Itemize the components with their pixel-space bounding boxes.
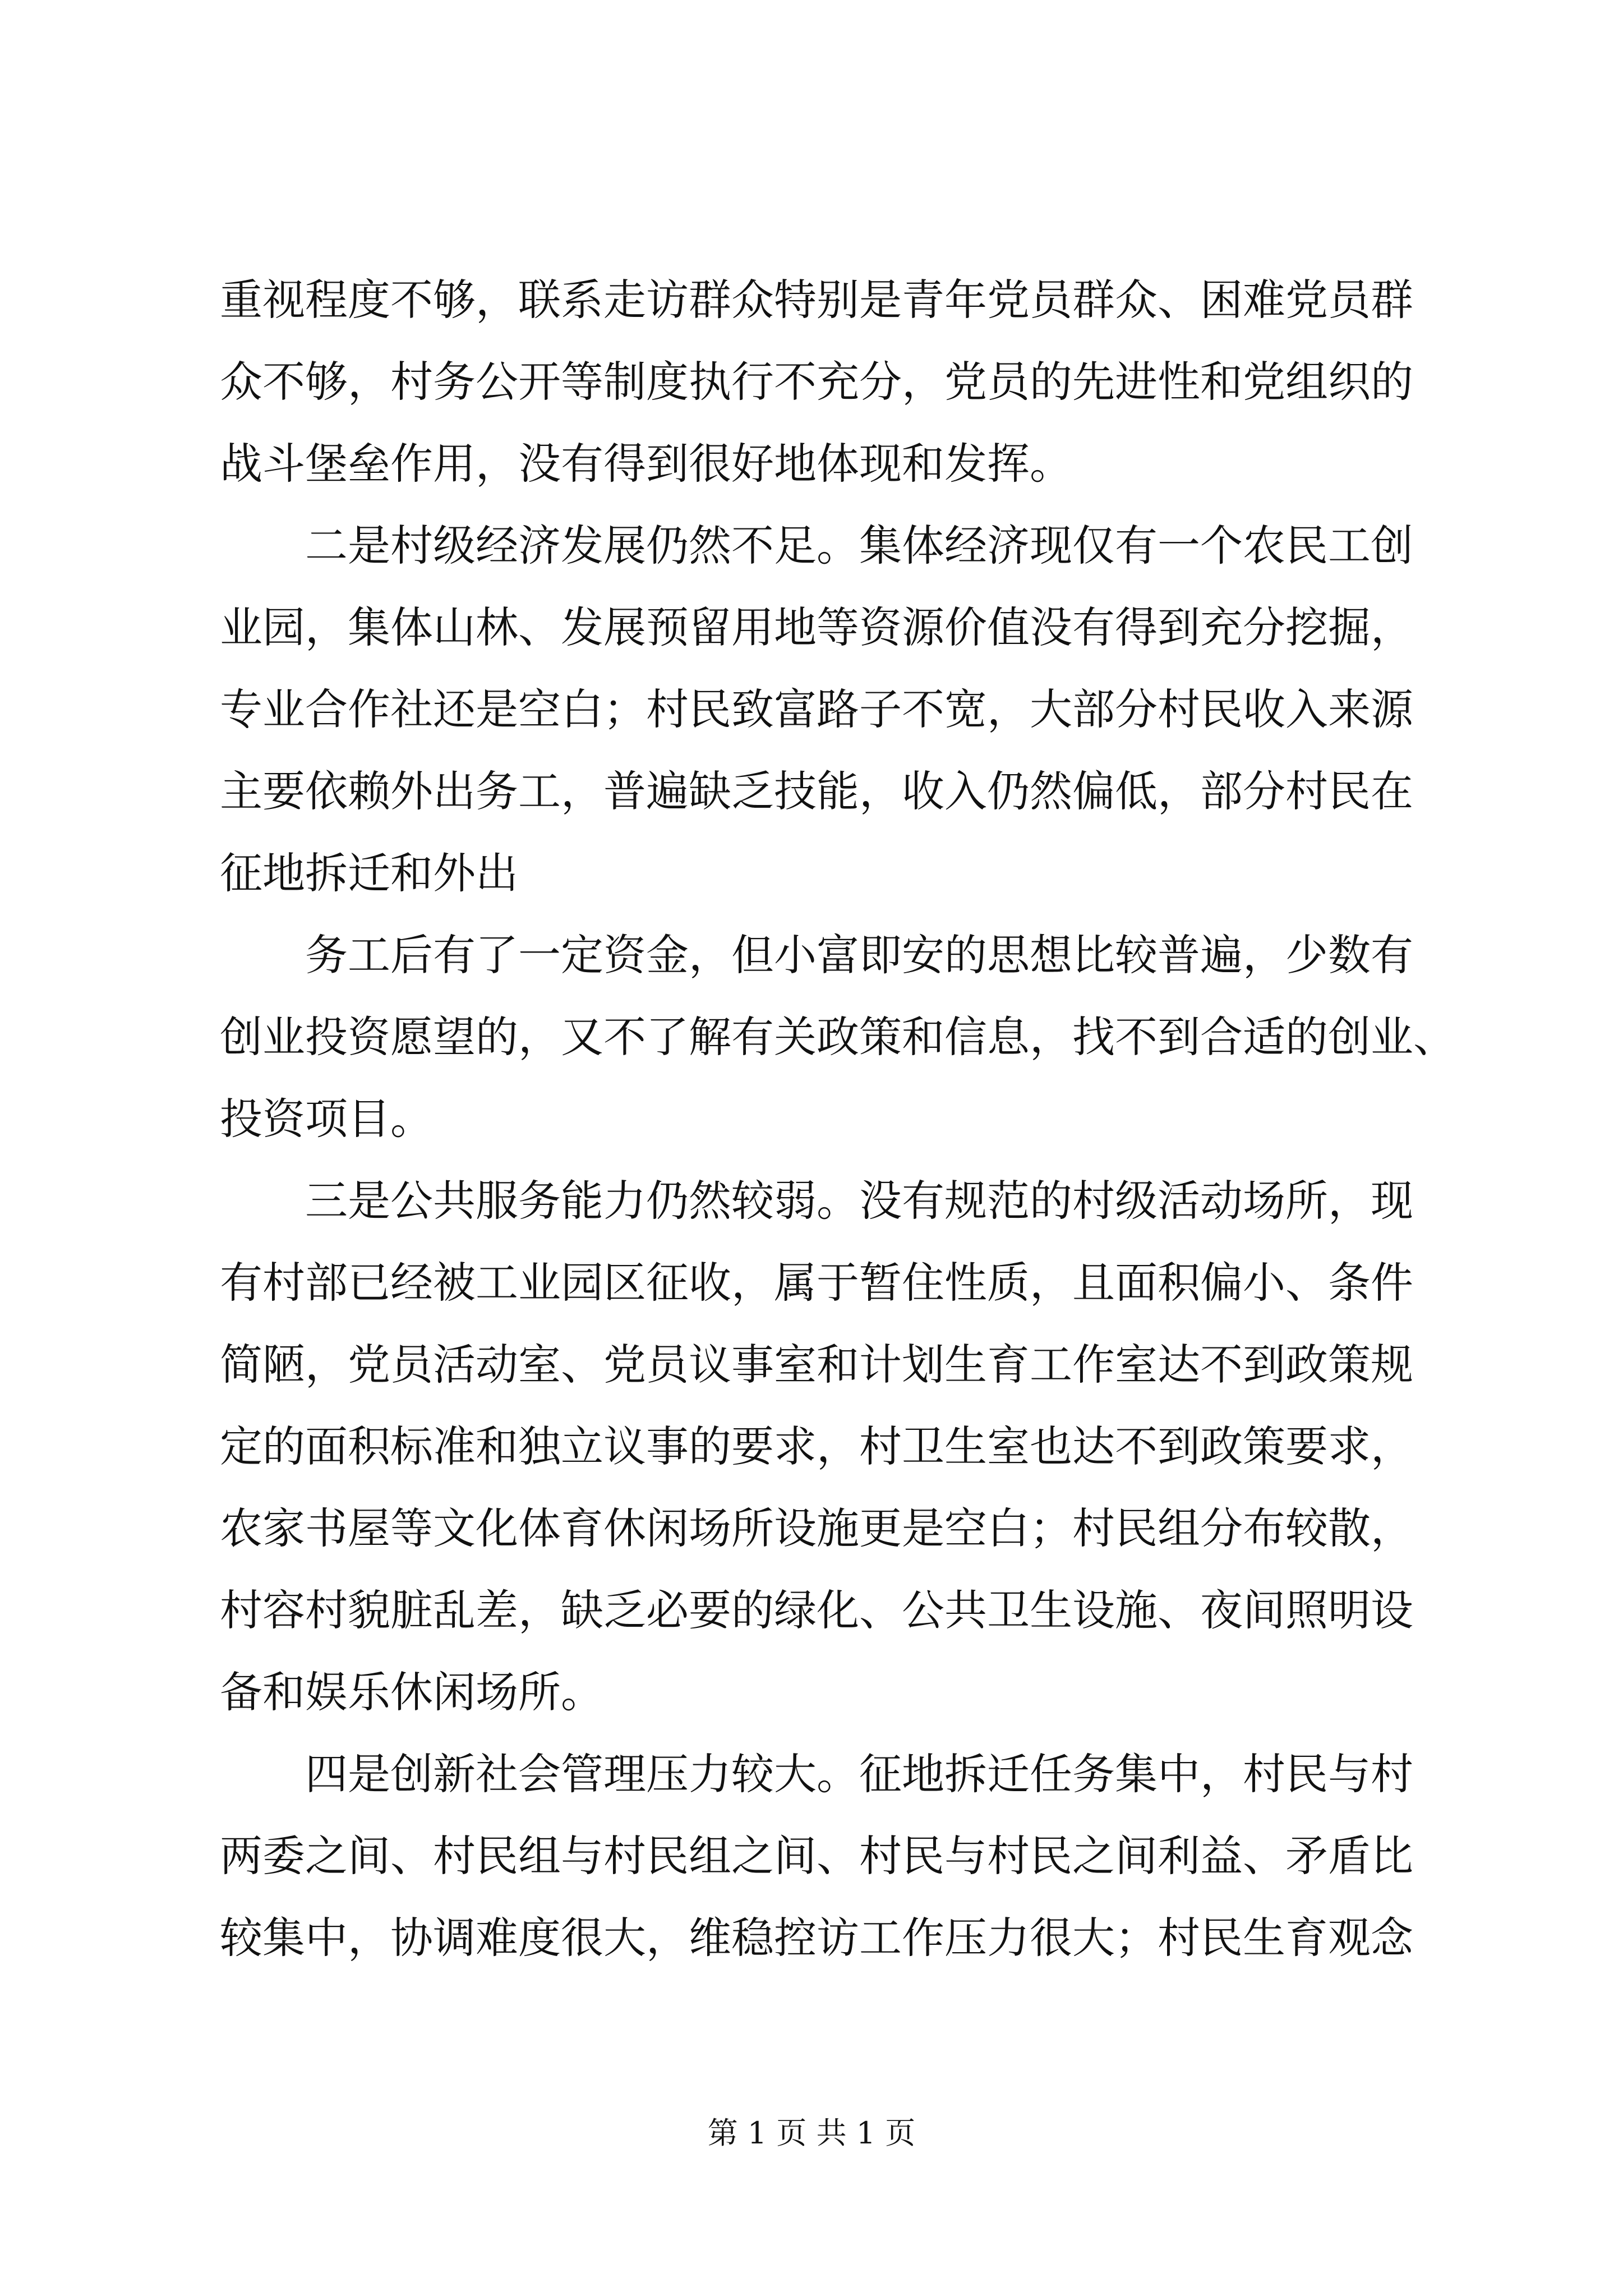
text-line-1: 重视程度不够，联系走访群众特别是青年党员群众、困难党员群 [220,275,1413,325]
text-line-5: 业园，集体山林、发展预留用地等资源价值没有得到充分挖掘， [220,602,1413,652]
text-line-17: 村容村貌脏乱差，缺乏必要的绿化、公共卫生设施、夜间照明设 [220,1585,1413,1635]
text-line-2: 众不够，村务公开等制度执行不充分，党员的先进性和党组织的 [220,357,1413,407]
text-line-6: 专业合作社还是空白；村民致富路子不宽，大部分村民收入来源 [220,684,1413,734]
text-line-20: 两委之间、村民组与村民组之间、村民与村民之间利益、矛盾比 [220,1831,1413,1881]
text-line-3: 战斗堡垒作用，没有得到很好地体现和发挥。 [220,439,1072,489]
text-line-10: 创业投资愿望的，又不了解有关政策和信息，找不到合适的创业、 [220,1012,1456,1062]
text-line-7: 主要依赖外出务工，普遍缺乏技能，收入仍然偏低，部分村民在 [220,766,1413,816]
text-line-14: 简陋，党员活动室、党员议事室和计划生育工作室达不到政策规 [220,1340,1413,1389]
text-line-4: 二是村级经济发展仍然不足。集体经济现仅有一个农民工创 [305,521,1413,570]
text-line-12: 三是公共服务能力仍然较弱。没有规范的村级活动场所，现 [305,1176,1413,1226]
text-line-15: 定的面积标准和独立议事的要求，村卫生室也达不到政策要求， [220,1421,1413,1471]
text-line-21: 较集中，协调难度很大，维稳控访工作压力很大；村民生育观念 [220,1913,1413,1963]
text-line-13: 有村部已经被工业园区征收，属于暂住性质，且面积偏小、条件 [220,1258,1413,1308]
text-line-11: 投资项目。 [220,1094,433,1144]
text-line-18: 备和娱乐休闲场所。 [220,1667,603,1717]
text-line-8: 征地拆迁和外出 [220,848,518,898]
text-line-16: 农家书屋等文化体育休闲场所设施更是空白；村民组分布较散， [220,1503,1413,1553]
document-body [220,259,1456,1979]
text-line-9: 务工后有了一定资金，但小富即安的思想比较普遍，少数有 [305,930,1413,980]
page-number-footer: 第 1 页 共 1 页 [707,2115,916,2151]
text-line-19: 四是创新社会管理压力较大。征地拆迁任务集中，村民与村 [305,1749,1413,1799]
